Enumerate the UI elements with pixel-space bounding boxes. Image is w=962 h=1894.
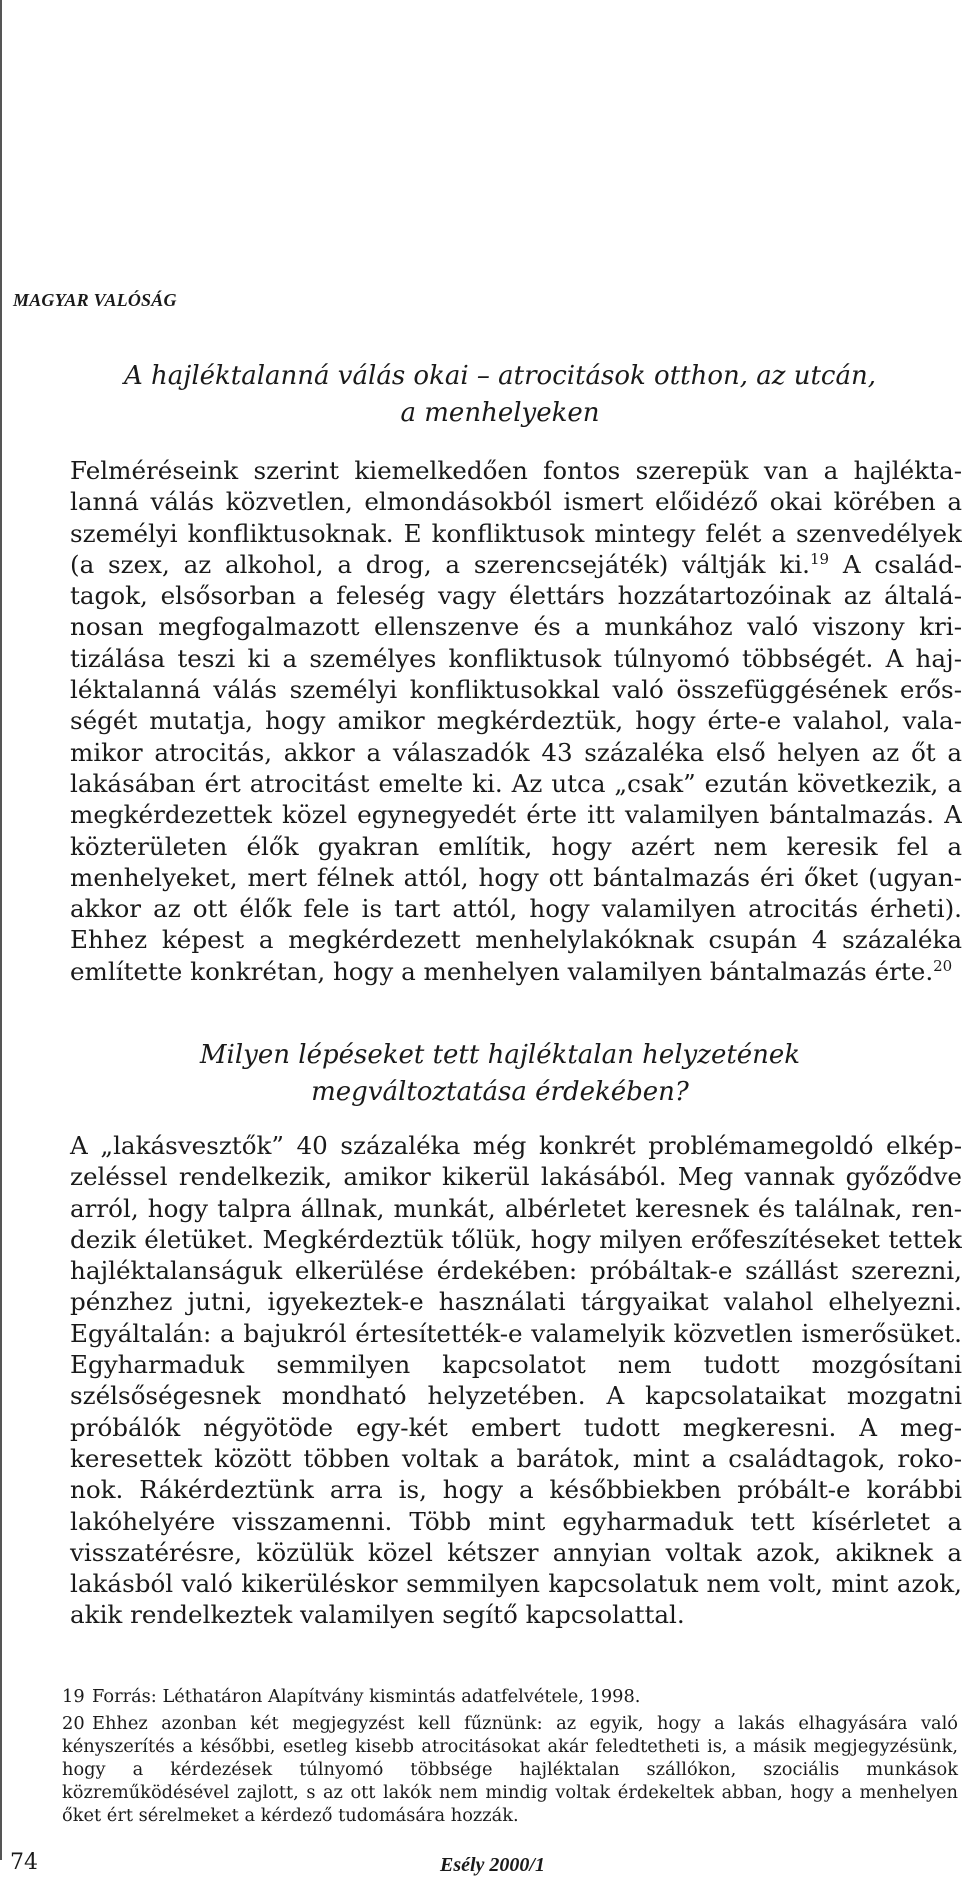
section-title-line: megváltoztatása érdekében? xyxy=(311,1077,689,1107)
page-number: 74 xyxy=(10,1850,38,1875)
section-title-steps xyxy=(70,1037,930,1111)
body-paragraph: A „lakásvesztők” 40 százaléka még konkrét problémamegoldó elképzeléssel rendelkezik, amikor kikerül lakásából. Meg vannak győződve arról, hogy talpra állnak, munkát, albérletet keresnek és találnak, rendezik életüket. Megkérdeztük tőlük, hogy milyen erőfeszítéseket tettek hajléktalanságuk elkerülése érdekében: próbáltak-e szállást szerezni, pénzhez jutni, igyekeztek-e használati tárgyaikat valahol elhelyezni. Egyáltalán: a bajukról értesítették-e valamelyik közvetlen ismerősüket. Egyharmaduk semmilyen kapcsolatot nem tudott mozgósítani szélsőségesnek mondható helyzetében. A kapcsolataikat mozgatni próbálók négyötöde egy-két embert tudott megkeresni. A megkeresettek között többen voltak a barátok, mint a családtagok, rokonok. Rákérdeztünk arra is, hogy a későbbiekben próbált-e korábbi lakóhelyére visszamenni. Több mint egyharmaduk tett kísérletet a visszatérésre, közülük közel kétszer annyian voltak azok, akiknek a lakásból való kikerüléskor semmilyen kapcsolatuk nem volt, mint azok, akik rendelkeztek valamilyen segítő kapcsolattal. xyxy=(70,1131,962,1630)
footnote-number: 20 xyxy=(62,1713,85,1734)
footnote-reference[interactable]: 20 xyxy=(933,956,953,975)
paragraph-text: Felméréseink szerint kiemelkedően fontos szerepük van a hajléktalanná válás közvetlen, elmondásokból ismert előidéző okai körében a személyi konfliktusoknak. E konfliktusok mintegy felét a szenvedélyek (a szex, az alkohol, a drog, a szerencsejáték) váltják ki. xyxy=(70,456,962,579)
footnote-text: Ehhez azonban két megjegyzést kell fűznünk: az egyik, hogy a lakás elhagyására való kényszerítés a későbbi, esetleg kisebb atrocitásokat akár feledtetheti is, a másik megjegyzésünk, hogy a kérdezések túlnyomó többsége hajléktalan szállókon, szociális munkások közreműködésével zajlott, s az ott lakók nem mindig voltak érdekeltek abban, hogy a menhelyen őket ért sérelmeket a kérdező tudomására hozzák. xyxy=(62,1713,958,1826)
footnotes xyxy=(60,1685,958,1827)
paragraph-text: A családtagok, elsősorban a feleség vagy élettárs hozzátartozóinak az általánosan megfogalmazott ellenszenve és a munkához való viszony kritizálása teszi ki a személyes konfliktusok túlnyomó többségét. A hajléktalanná válás személyi konfliktusokkal való összefüggésének erősségét mutatja, hogy amikor megkérdeztük, hogy érte-e valahol, valamikor atrocitás, akkor a válaszadók 43 százaléka első helyen az őt a lakásában ért atrocitást emelte ki. Az utca „csak” ezután következik, a megkérdezettek közel egynegyedét érte itt valamilyen bántalmazás. A közterületen élők gyakran említik, hogy azért nem keresik fel a menhelyeket, mert félnek attól, hogy ott bántalmazás éri őket (ugyanakkor az ott élők fele is tart attól, hogy valamilyen atrocitás érheti). Ehhez képest a megkérdezett menhelylakóknak csupán 4 százaléka említette konkrétan, hogy a menhelyen valamilyen bántalmazás érte. xyxy=(70,549,962,986)
footnote-reference[interactable]: 19 xyxy=(809,549,830,568)
journal-name: Esély 2000/1 xyxy=(440,1854,545,1876)
section-title-line: a menhelyeken xyxy=(400,398,600,428)
section-title-line: A hajléktalanná válás okai – atrocitások otthon, az utcán, xyxy=(123,361,877,391)
running-head: MAGYAR VALÓSÁG xyxy=(13,290,177,310)
section-title-line: Milyen lépéseket tett hajléktalan helyzetének xyxy=(199,1040,801,1070)
footnote xyxy=(60,1712,958,1827)
footnote-text: Forrás: Léthatáron Alapítvány kismintás adatfelvétele, 1998. xyxy=(92,1686,641,1707)
footnote xyxy=(60,1685,958,1708)
body-paragraph xyxy=(70,455,962,987)
section-title-causes xyxy=(70,358,930,432)
left-margin-rule xyxy=(0,0,2,1860)
footnote-number: 19 xyxy=(62,1686,85,1707)
